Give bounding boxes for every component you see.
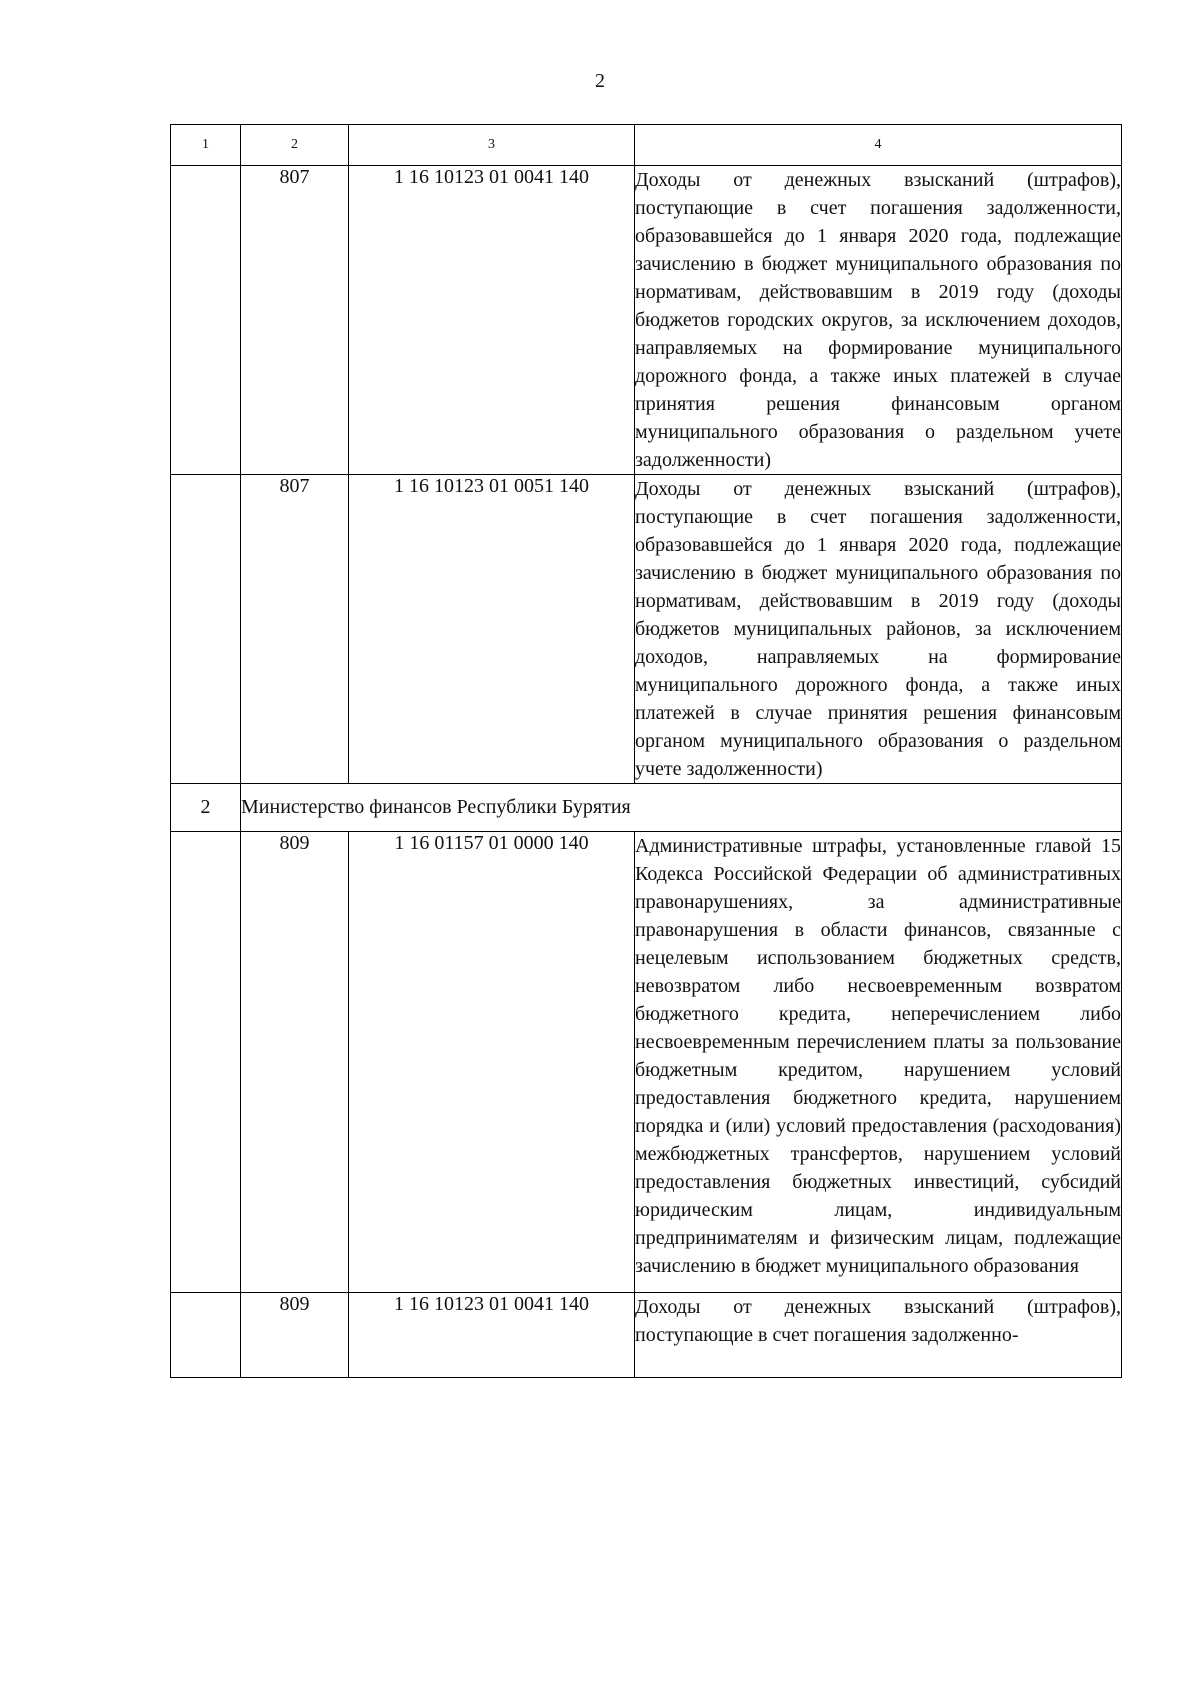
table-header-row bbox=[171, 125, 1122, 166]
header-cell: 4 bbox=[635, 125, 1122, 166]
admin-code-cell: 809 bbox=[241, 832, 349, 1293]
row-number-cell bbox=[171, 1293, 241, 1378]
table-row bbox=[171, 475, 1122, 784]
table-row bbox=[171, 832, 1122, 1293]
admin-code-cell: 807 bbox=[241, 475, 349, 784]
header-cell: 2 bbox=[241, 125, 349, 166]
table-row bbox=[171, 1293, 1122, 1378]
description-cell: Доходы от денежных взысканий (штрафов), поступающие в счет погашения задолженности, образовавшейся до 1 января 2020 года, подлежащие зачислению в бюджет муниципального образования по нормативам, действовавшим в 2019 году (доходы бюджетов муниципальных районов, за исключением доходов, направляемых на формирование муниципального дорожного фонда, а также иных платежей в случае принятия решения финансовым органом муниципального образования о раздельном учете задолженности) bbox=[635, 475, 1122, 784]
section-row bbox=[171, 784, 1122, 832]
description-cell: Доходы от денежных взысканий (штрафов), поступающие в счет погашения задолженности, образовавшейся до 1 января 2020 года, подлежащие зачислению в бюджет муниципального образования по нормативам, действовавшим в 2019 году (доходы бюджетов городских округов, за исключением доходов, направляемых на формирование муниципального дорожного фонда, а также иных платежей в случае принятия решения финансовым органом муниципального образования о раздельном учете задолженности) bbox=[635, 166, 1122, 475]
header-cell: 3 bbox=[349, 125, 635, 166]
description-cell: Административные штрафы, установленные главой 15 Кодекса Российской Федерации об административных правонарушениях, за административные правонарушения в области финансов, связанные с нецелевым использованием бюджетных средств, невозвратом либо несвоевременным возвратом бюджетного кредита, неперечислением либо несвоевременным перечислением платы за пользование бюджетным кредитом, нарушением условий предоставления бюджетного кредита, нарушением порядка и (или) условий предоставления (расходования) межбюджетных трансфертов, нарушением условий предоставления бюджетных инвестиций, субсидий юридическим лицам, индивидуальным предпринимателям и физическим лицам, подлежащие зачислению в бюджет муниципального образования bbox=[635, 832, 1122, 1293]
kbk-cell: 1 16 10123 01 0051 140 bbox=[349, 475, 635, 784]
kbk-cell: 1 16 01157 01 0000 140 bbox=[349, 832, 635, 1293]
section-title: Министерство финансов Республики Бурятия bbox=[241, 784, 1122, 832]
header-cell: 1 bbox=[171, 125, 241, 166]
admin-code-cell: 809 bbox=[241, 1293, 349, 1378]
kbk-cell: 1 16 10123 01 0041 140 bbox=[349, 1293, 635, 1378]
row-number-cell bbox=[171, 475, 241, 784]
page-number: 2 bbox=[595, 70, 605, 92]
row-number-cell bbox=[171, 832, 241, 1293]
description-cell: Доходы от денежных взысканий (штрафов), поступающие в счет погашения задолженно- bbox=[635, 1293, 1122, 1378]
revenue-table bbox=[170, 124, 1122, 1378]
row-number-cell bbox=[171, 166, 241, 475]
table-row bbox=[171, 166, 1122, 475]
section-number: 2 bbox=[171, 784, 241, 832]
admin-code-cell: 807 bbox=[241, 166, 349, 475]
kbk-cell: 1 16 10123 01 0041 140 bbox=[349, 166, 635, 475]
